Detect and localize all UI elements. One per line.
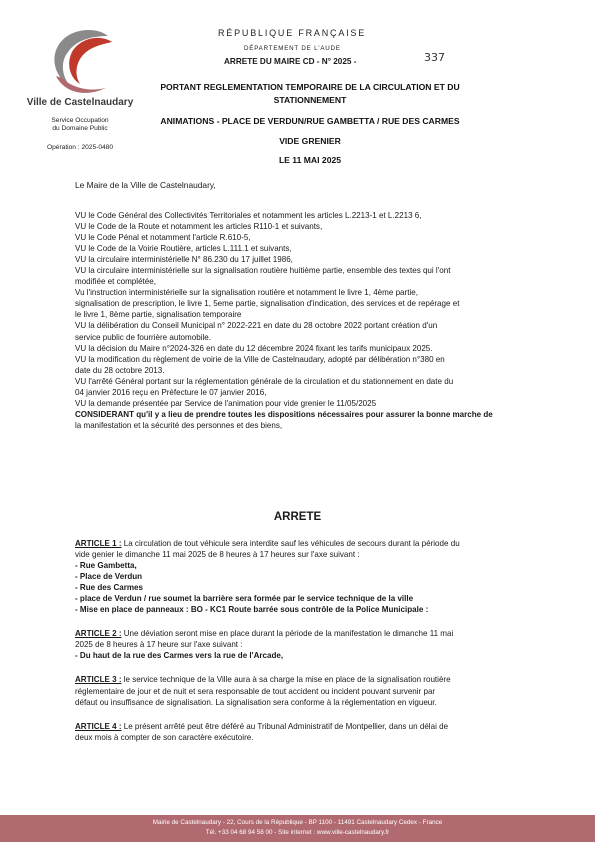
animations-title: ANIMATIONS - PLACE DE VERDUN/RUE GAMBETTA / RUE DES CARMES — [160, 116, 460, 126]
visa-line: CONSIDERANT qu'il y a lieu de prendre toutes les dispositions nécessaires pour assurer la bonne marche de — [75, 409, 493, 419]
visa-line: VU la circulaire interministérielle N° 86.230 du 17 juillet 1986, — [75, 255, 293, 265]
event-title: VIDE GRENIER — [279, 136, 341, 146]
articles-section — [75, 538, 535, 743]
departement-heading: DÉPARTEMENT DE L'AUDE — [244, 45, 341, 52]
visa-line: VU la demande présentée par Service de l'animation pour vide grenier le 11/05/2025 — [75, 398, 377, 408]
visa-line: date du 28 octobre 2013. — [75, 365, 165, 375]
visa-line: service public de fourrière automobile. — [75, 332, 211, 342]
visas-section — [75, 210, 535, 431]
visa-line: VU la modification du règlement de voirie de la Ville de Castelnaudary, adopté par délibération n°380 en — [75, 354, 445, 364]
visa-line: VU la délibération du Conseil Municipal n° 2022-221 en date du 28 octobre 2022 portant création d'un — [75, 321, 438, 331]
castelnaudary-logo — [50, 26, 120, 98]
article-2-text2: 2025 de 8 heures à 17 heure sur l'axe suivant : — [75, 640, 243, 650]
footer-contact: Tél. +33 04 68 94 58 00 - Site internet : www.ville-castelnaudary.fr — [205, 829, 390, 836]
article-1-item: - place de Verdun / rue soumet la barrière sera formée par le service technique de la ville — [75, 594, 414, 604]
article-4-text: Le présent arrêté peut être déféré au Tribunal Administratif de Montpellier, dans un délai de — [121, 721, 449, 731]
article-1-item: - Place de Verdun — [75, 572, 143, 582]
footer-address: Mairie de Castelnaudary - 22, Cours de la République - BP 1100 - 11491 Castelnaudary Cedex - France — [152, 819, 443, 826]
service-line2: du Domaine Public — [52, 125, 108, 132]
maire-line: Le Maire de la Ville de Castelnaudary, — [75, 180, 216, 190]
article-1-item: - Mise en place de panneaux : BO - KC1 Route barrée sous contrôle de la Police Municipale : — [75, 605, 429, 615]
article-3-label: ARTICLE 3 : — [75, 675, 122, 685]
visa-line: VU la décision du Maire n°2024-326 en date du 12 décembre 2024 fixant les tarifs municipaux 2025. — [75, 343, 433, 353]
article-4-text2: deux mois à compter de son caractère exécutoire. — [75, 732, 254, 742]
republic-heading: RÉPUBLIQUE FRANÇAISE — [218, 28, 367, 38]
event-date: LE 11 MAI 2025 — [278, 155, 342, 165]
visa-line: VU l'arrêté Général portant sur la réglementation générale de la circulation et du stationnement en date du — [75, 376, 454, 386]
article-4 — [75, 721, 535, 732]
visa-line: modifiée et complétée, — [75, 277, 156, 287]
article-2-text: Une déviation seront mise en place durant la période de la manifestation le dimanche 11 mai — [121, 629, 454, 639]
article-1-label: ARTICLE 1 : — [75, 539, 122, 548]
article-1-text2: vide genier le dimanche 11 mai 2025 de 8 heures à 17 heures sur l'axe suivant : — [75, 550, 360, 560]
article-3 — [75, 674, 535, 685]
visa-line: VU le Code de la Route et notamment les articles R110-1 et suivants, — [75, 222, 323, 232]
visa-line: signalisation de prescription, le livre 1, 5eme partie, signalisation d'indication, des services et de repérage et — [75, 299, 460, 309]
regulation-title-line2: STATIONNEMENT — [273, 95, 347, 105]
article-1 — [75, 538, 535, 549]
service-label — [30, 117, 130, 133]
visa-line: VU le Code Pénal et notamment l'article R.610-5, — [75, 233, 251, 243]
arrete-title: ARRETE — [273, 511, 322, 523]
visa-line: VU le Code de la Voirie Routière, articles L.111.1 et suivants, — [75, 244, 292, 254]
arrete-number: ARRETE DU MAIRE CD - N° 2025 - — [224, 57, 357, 66]
visa-line: 04 janvier 2016 reçu en Préfecture le 07 janvier 2016, — [75, 387, 267, 397]
article-2-item: - Du haut de la rue des Carmes vers la rue de l'Arcade, — [75, 651, 284, 661]
visa-line: Vu l'instruction interministérielle sur la signalisation routière et notamment le livre 1, 4ème partie, — [75, 288, 418, 298]
article-1-text: La circulation de tout véhicule sera interdite sauf les véhicules de secours durant la période du — [121, 539, 460, 548]
operation-number: Opération : 2025-0480 — [47, 144, 113, 151]
article-1-item: - Rue Gambetta, — [75, 561, 137, 571]
visa-line: la manifestation et la sécurité des personnes et des biens, — [75, 420, 283, 430]
article-2 — [75, 628, 535, 639]
article-3-text: le service technique de la Ville aura à sa charge la mise en place de la signalisation routière — [121, 675, 451, 685]
article-1-item: - Rue des Carmes — [75, 583, 143, 593]
visa-line: VU la circulaire interministérielle sur la signalisation routière huitième partie, ensemble des textes qui l'ont — [75, 266, 451, 276]
visa-line: VU le Code Général des Collectivités Territoriales et notamment les articles L.2213-1 et L.2213 6, — [75, 211, 422, 220]
city-name: Ville de Castelnaudary — [26, 97, 134, 108]
article-2-label: ARTICLE 2 : — [75, 629, 122, 639]
handwritten-number: 337 — [424, 51, 445, 64]
article-3-text3: défaut ou insuffisance de signalisation. La signalisation sera conforme à la réglementation en vigueur. — [75, 697, 437, 707]
article-3-text2: réglementaire de jour et de nuit et sera responsable de tout accident ou incident pouvant survenir par — [75, 686, 436, 696]
article-4-label: ARTICLE 4 : — [75, 721, 122, 731]
regulation-title-line1: PORTANT REGLEMENTATION TEMPORAIRE DE LA CIRCULATION ET DU — [160, 82, 460, 92]
service-line1: Service Occupation — [51, 117, 109, 124]
visa-line: le livre 1, 8ème partie, signalisation temporaire — [75, 310, 242, 320]
